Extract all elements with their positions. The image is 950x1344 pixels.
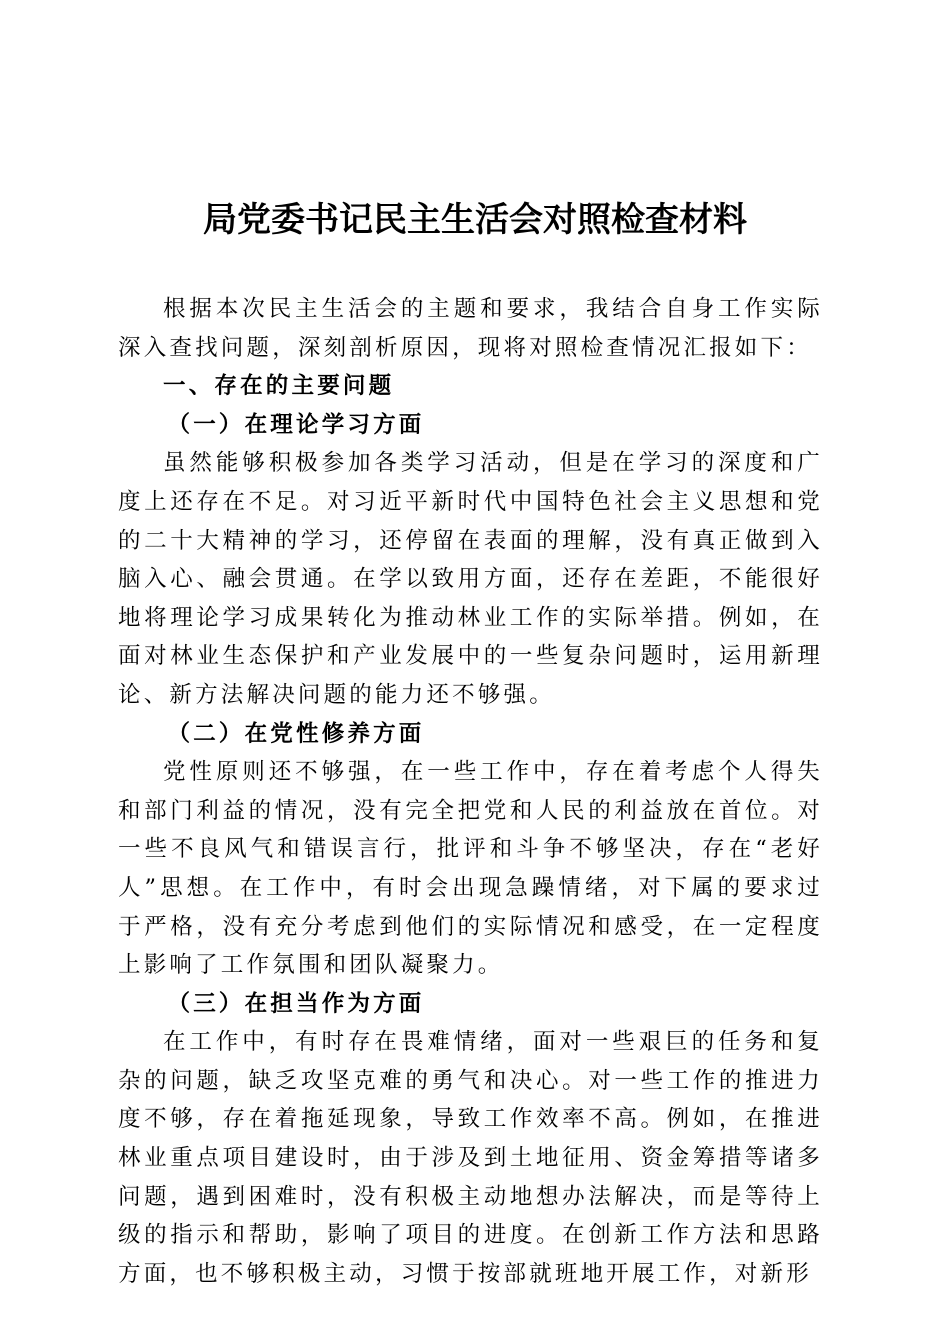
document-body: [118, 290, 823, 1293]
subsection-heading-responsibility: （三）在担当作为方面: [167, 990, 425, 1017]
subsection-heading-party-spirit: （二）在党性修养方面: [167, 720, 425, 747]
subsection-heading-theory: （一）在理论学习方面: [167, 411, 425, 438]
paragraph-responsibility: 在工作中，有时存在畏难情绪，面对一些艰巨的任务和复杂的问题，缺乏攻坚克难的勇气和决心。对一些工作的推进力度不够，存在着拖延现象，导致工作效率不高。例如，在推进林业重点项目建设时，由于涉及到土地征用、资金筹措等诸多问题，遇到困难时，没有积极主动地想办法解决，而是等待上级的指示和帮助，影响了项目的进度。在创新工作方法和思路方面，也不够积极主动，习惯于按部就班地开展工作，对新形: [118, 1029, 823, 1287]
section-heading-problems: 一、存在的主要问题: [163, 373, 395, 400]
document-title: 局党委书记民主生活会对照检查材料: [203, 200, 747, 240]
paragraph-party-spirit: 党性原则还不够强，在一些工作中，存在着考虑个人得失和部门利益的情况，没有完全把党和人民的利益放在首位。对一些不良风气和错误言行，批评和斗争不够坚决，存在“老好人”思想。在工作中，有时会出现急躁情绪，对下属的要求过于严格，没有充分考虑到他们的实际情况和感受，在一定程度上影响了工作氛围和团队凝聚力。: [118, 759, 823, 979]
paragraph-theory: 虽然能够积极参加各类学习活动，但是在学习的深度和广度上还存在不足。对习近平新时代中国特色社会主义思想和党的二十大精神的学习，还停留在表面的理解，没有真正做到入脑入心、融会贯通。在学以致用方面，还存在差距，不能很好地将理论学习成果转化为推动林业工作的实际举措。例如，在面对林业生态保护和产业发展中的一些复杂问题时，运用新理论、新方法解决问题的能力还不够强。: [118, 450, 823, 708]
intro-paragraph: 根据本次民主生活会的主题和要求，我结合自身工作实际深入查找问题，深刻剖析原因，现将对照检查情况汇报如下：: [118, 296, 823, 361]
